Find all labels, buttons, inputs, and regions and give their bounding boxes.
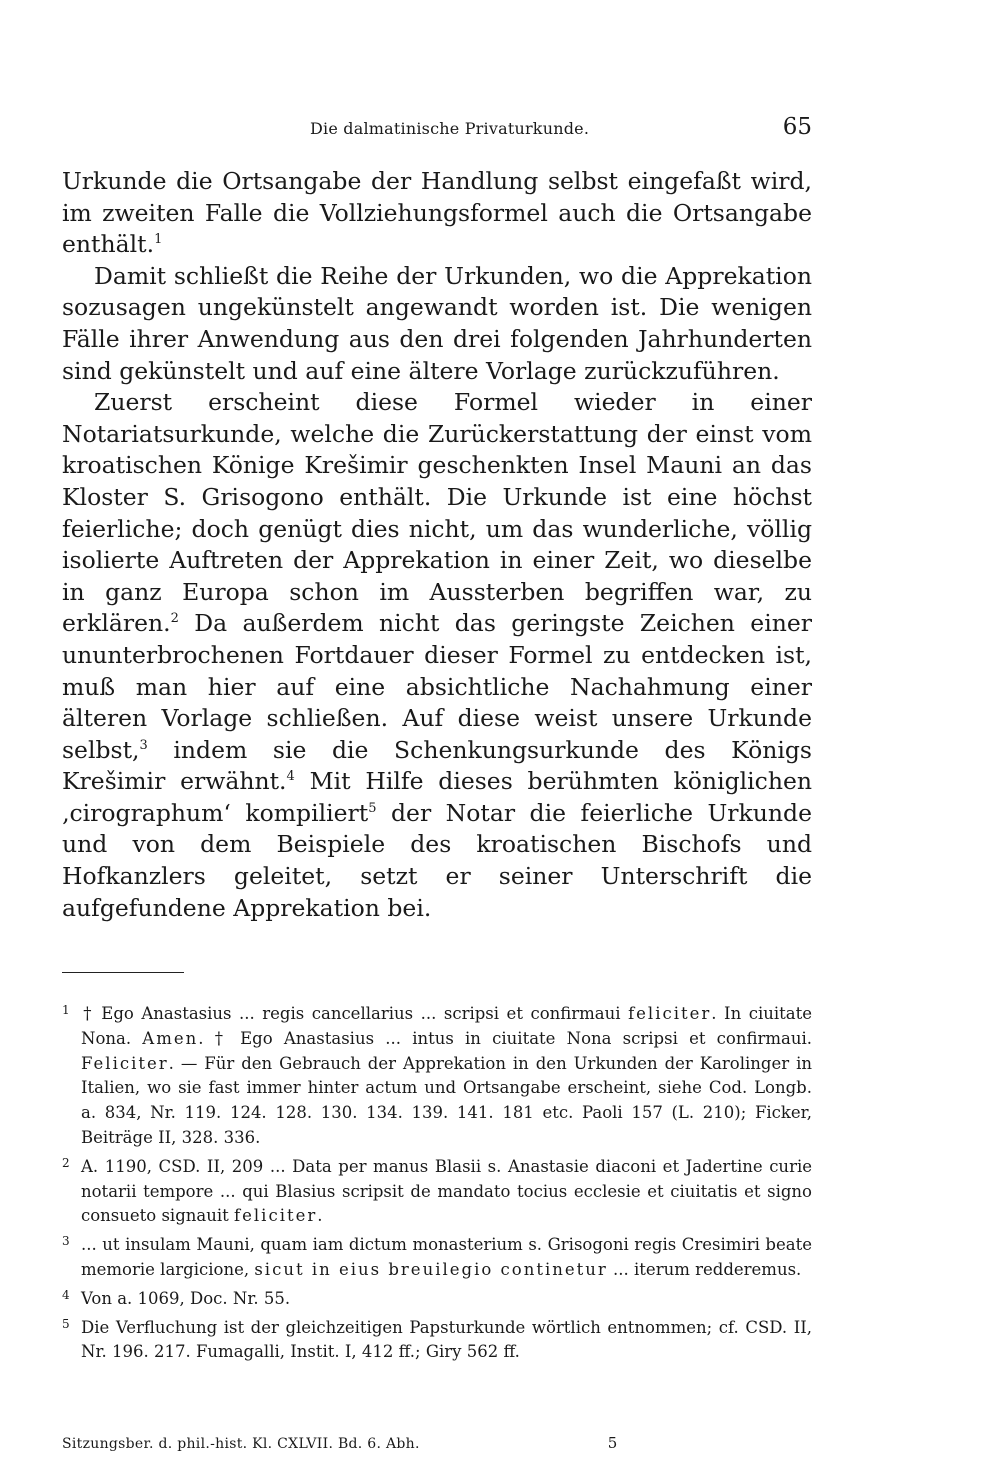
footnotes — [62, 998, 812, 1365]
footnote-ref-1: 1 — [154, 232, 163, 248]
running-head — [62, 114, 812, 140]
footnote-text: . — [317, 1206, 323, 1226]
footnote-ref-3: 3 — [139, 737, 148, 753]
footnote-text: . — Für den Gebrauch der Apprekation in den Urkunden der Karolinger in Italien, wo sie fast immer hinter actum und Ortsangabe erscheint, siehe Cod. Longb. a. 834, Nr. 119. 124. 128. 130. 134. 139. 141. 181 etc. Paoli 157 (L. 210); Ficker, Beiträge II, 328. 336. — [81, 1053, 812, 1147]
footnote-spaced-text: Amen — [142, 1028, 199, 1048]
body-text — [62, 166, 812, 924]
footnote-5 — [62, 1312, 812, 1366]
paragraph-3-text-c: indem sie die Schenkungsurkunde des Königs Krešimir erwähnt. — [62, 735, 812, 796]
paragraph-1-text: Urkunde die Ortsangabe der Handlung selbst eingefaßt wird, im zweiten Falle die Vollziehungsformel auch die Ortsangabe enthält. — [62, 167, 812, 259]
footnote-spaced-text: feliciter — [628, 1004, 712, 1023]
page-number: 65 — [782, 114, 812, 140]
footnote-2 — [62, 1151, 812, 1229]
footnote-ref-4: 4 — [286, 769, 295, 785]
footnote-number: 4 — [62, 1287, 70, 1302]
footnote-1 — [62, 998, 812, 1151]
footnote-ref-5: 5 — [368, 800, 377, 816]
paragraph-3-text-b: Da außerdem nicht das geringste Zeichen einer ununterbrochenen Fortdauer dieser Formel zu entdecken ist, muß man hier auf eine absichtliche Nachahmung einer älteren Vorlage schließen. Auf diese weist unsere Urkunde selbst, — [62, 609, 812, 764]
footnote-number: 2 — [62, 1155, 70, 1170]
paragraph-3-text-d: Mit Hilfe dieses berühmten königlichen ‚cirographum‘ kompiliert — [62, 767, 812, 827]
running-title: Die dalmatinische Privaturkunde. — [310, 119, 590, 138]
footnote-text: . † Ego Anastasius ... intus in ciuitate Nona scripsi et confirmaui. — [198, 1028, 813, 1048]
page-footer — [62, 1434, 812, 1452]
footnote-number: 1 — [62, 1003, 70, 1017]
footnote-text: ... ut insulam Mauni, quam iam dictum monasterium s. Grisogoni regis Cresimiri beate memorie largicione, — [81, 1235, 812, 1279]
footnote-number: 3 — [62, 1234, 70, 1249]
paragraph-2: Damit schließt die Reihe der Urkunden, wo die Apprekation sozusagen ungekünstelt angewandt worden ist. Die wenigen Fälle ihrer Anwendung aus den drei folgenden Jahrhunderten sind gekünstelt und auf eine ältere Vorlage zurückzuführen. — [62, 261, 812, 385]
paragraph-1 — [62, 166, 812, 261]
footnote-spaced-text: feliciter — [234, 1206, 318, 1226]
footnote-text: † Ego Anastasius ... regis cancellarius ... scripsi et confirmaui — [81, 1004, 629, 1023]
footnote-divider — [62, 972, 184, 973]
footnote-ref-2: 2 — [170, 611, 179, 627]
footnote-text: ... iterum redderemus. — [607, 1259, 802, 1279]
footnote-text: Die Verfluchung ist der gleichzeitigen Papsturkunde wörtlich entnommen; cf. CSD. II, Nr. 196. 217. Fumagalli, Instit. I, 412 ff.; Giry 562 ff. — [81, 1317, 812, 1362]
sheet-number: 5 — [607, 1434, 618, 1452]
footnote-4 — [62, 1283, 812, 1312]
paragraph-3 — [62, 387, 812, 924]
footer-signature: Sitzungsber. d. phil.-hist. Kl. CXLVII. Bd. 6. Abh. — [62, 1436, 420, 1452]
footnote-spaced-text: Feliciter — [81, 1053, 169, 1073]
footnote-number: 5 — [62, 1316, 70, 1331]
footnote-3 — [62, 1229, 812, 1283]
footnote-text: A. 1190, CSD. II, 209 ... Data per manus Blasii s. Anastasie diaconi et Jadertine curie notarii tempore ... qui Blasius scripsit de mandato tocius ecclesie et ciuitatis et signo consueto signauit — [81, 1156, 812, 1226]
footnote-text: . In ciuitate Nona. — [81, 1004, 812, 1048]
paragraph-3-text-e: der Notar die feierliche Urkunde und von dem Beispiele des kroatischen Bischofs und Hofkanzlers geleitet, setzt er seiner Unterschrift die aufgefundene Apprekation bei. — [62, 798, 812, 922]
footnote-spaced-text: sicut in eius breuilegio continetur — [254, 1259, 608, 1279]
paragraph-3-text-a: Zuerst erscheint diese Formel wieder in einer Notariatsurkunde, welche die Zurückerstattung der einst vom kroatischen Könige Krešimir geschenkten Insel Mauni an das Kloster S. Grisogono enthält. Die Urkunde ist eine höchst feierliche; doch genügt dies nicht, um das wunderliche, völlig isolierte Auftreten der Apprekation in einer Zeit, wo dieselbe in ganz Europa schon im Aussterben begriffen war, zu erklären. — [62, 388, 812, 638]
footnote-text: Von a. 1069, Doc. Nr. 55. — [81, 1288, 291, 1308]
